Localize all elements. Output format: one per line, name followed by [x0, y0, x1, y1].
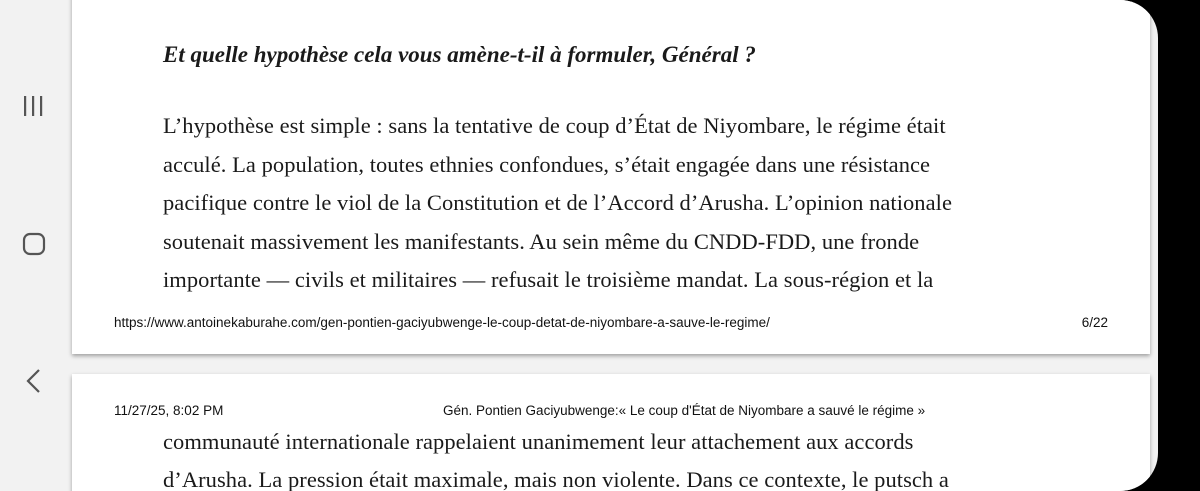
recent-apps-icon[interactable]	[20, 94, 46, 118]
pdf-page-6	[72, 0, 1150, 354]
back-icon[interactable]	[20, 368, 46, 394]
print-date: 11/27/25, 8:02 PM	[114, 403, 224, 418]
print-header-title: Gén. Pontien Gaciyubwenge:« Le coup d'État de Niyombare a sauvé le régime »	[443, 403, 926, 418]
home-icon[interactable]	[20, 231, 48, 257]
paragraph-line: L’hypothèse est simple : sans la tentative de coup d’État de Niyombare, le régime était	[163, 113, 946, 138]
interview-question: Et quelle hypothèse cela vous amène-t-il à formuler, Général ?	[163, 42, 756, 67]
pdf-page-7	[72, 374, 1150, 491]
footer-url[interactable]: https://www.antoinekaburahe.com/gen-pontien-gaciyubwenge-le-coup-detat-de-niyombare-a-sauve-le-regime/	[114, 315, 770, 330]
paragraph-line: acculé. La population, toutes ethnies confondues, s’était engagée dans une résistance	[163, 152, 931, 177]
paragraph-line: pacifique contre le viol de la Constitution et de l’Accord d’Arusha. L’opinion nationale	[163, 190, 952, 215]
paragraph-line: soutenait massivement les manifestants. Au sein même du CNDD-FDD, une fronde	[163, 229, 920, 254]
page-number: 6/22	[1081, 315, 1108, 330]
paragraph-line: communauté internationale rappelaient unanimement leur attachement aux accords	[163, 429, 914, 454]
paragraph-line: importante — civils et militaires — refusait le troisième mandat. La sous-région et la	[163, 267, 934, 292]
paragraph-line: d’Arusha. La pression était maximale, mais non violente. Dans ce contexte, le putsch a	[163, 467, 949, 491]
